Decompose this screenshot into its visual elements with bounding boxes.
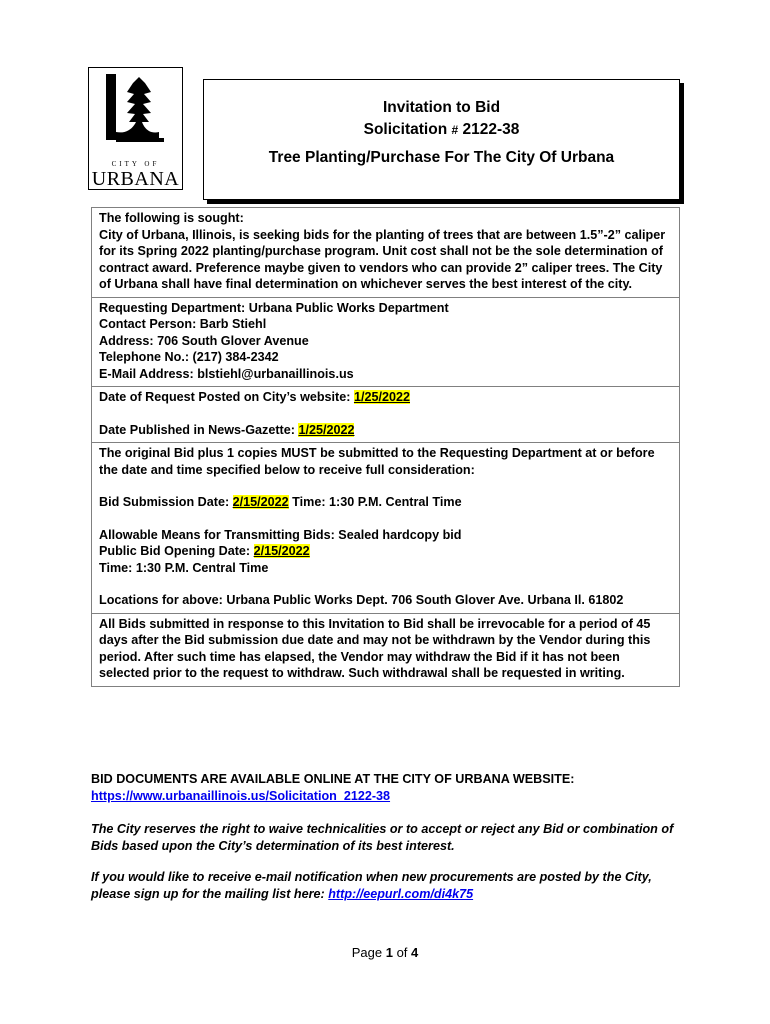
bid-date-value: 2/15/2022 xyxy=(232,495,289,509)
contact-address: Address: 706 South Glover Avenue xyxy=(99,333,309,348)
leaf-icon xyxy=(89,68,181,158)
bid-time: Time: 1:30 P.M. Central Time xyxy=(288,495,462,509)
table-row xyxy=(92,297,680,387)
current-page: 1 xyxy=(385,945,393,960)
sought-cell xyxy=(92,208,680,298)
table-row xyxy=(92,387,680,443)
bid-submission-line xyxy=(99,494,672,511)
sought-body: City of Urbana, Illinois, is seeking bids for the planting of trees that are between 1.5”-2” caliper for its Spring 2022 planting/purchase program. Unit cost shall not be the sole determination of contract award. Preference maybe given to vendors who can provide 2” caliper trees. The City of Urbana shall have final determination on whichever serves the best interest of the city. xyxy=(99,227,666,291)
contact-telephone: Telephone No.: (217) 384-2342 xyxy=(99,350,279,364)
posted-date-value: 1/25/2022 xyxy=(353,390,410,404)
opening-date-value: 2/15/2022 xyxy=(253,544,310,558)
contact-cell xyxy=(92,297,680,387)
documents-section xyxy=(91,771,683,805)
table-row xyxy=(92,443,680,614)
opening-date-line xyxy=(99,543,672,560)
submission-cell xyxy=(92,443,680,614)
solicitation-number: 2122-38 xyxy=(462,121,520,138)
total-pages: 4 xyxy=(411,945,419,960)
solicitation-line xyxy=(204,121,679,139)
page-word: Page xyxy=(351,945,386,960)
bid-details-table xyxy=(91,207,680,687)
opening-date-label: Public Bid Opening Date: xyxy=(99,544,254,558)
mailing-text: If you would like to receive e-mail notification when new procurements are posted by the City, please sign up for the mailing list here: xyxy=(91,870,652,901)
reserves-notice: The City reserves the right to waive technicalities or to accept or reject any Bid or combination of Bids based upon the City’s determination of its best interest. xyxy=(91,822,674,853)
submission-location: Locations for above: Urbana Public Works Dept. 706 South Glover Ave. Urbana Il. 61802 xyxy=(99,593,624,607)
opening-time: Time: 1:30 P.M. Central Time xyxy=(99,560,269,575)
logo-name: URBANA xyxy=(91,168,180,190)
mailing-list-link[interactable]: http://eepurl.com/di4k75 xyxy=(328,887,474,901)
requesting-department: Requesting Department: Urbana Public Works Department xyxy=(99,300,449,315)
published-date-label: Date Published in News-Gazette: xyxy=(99,422,299,437)
logo-caption: CITY OF xyxy=(111,160,160,168)
contact-person: Contact Person: Barb Stiehl xyxy=(99,317,267,331)
solicitation-hash: # xyxy=(451,123,459,137)
solicitation-link[interactable]: https://www.urbanaillinois.us/Solicitation_2122-38 xyxy=(91,789,391,803)
published-date-value: 1/25/2022 xyxy=(298,422,355,437)
bid-date-label: Bid Submission Date: xyxy=(99,495,233,509)
table-row xyxy=(92,208,680,298)
dates-cell xyxy=(92,387,680,443)
page-title: Invitation to Bid xyxy=(382,99,501,116)
posted-date-label: Date of Request Posted on City’s website: xyxy=(99,390,354,404)
irrevocable-text: All Bids submitted in response to this Invitation to Bid shall be irrevocable for a period of 45 days after the Bid submission due date and may not be withdrawn by the Vendor during this period. After such time has elapsed, the Vendor may withdraw the Bid if it has not been selected prior to the request to withdraw. Such withdrawal shall be requested in writing. xyxy=(99,616,651,680)
title-box xyxy=(203,79,680,200)
sought-heading: The following is sought: xyxy=(99,211,244,225)
contact-email: E-Mail Address: blstiehl@urbanaillinois.us xyxy=(99,366,354,381)
original-bid-text: The original Bid plus 1 copies MUST be submitted to the Requesting Department at or before the date and time specified below to receive full consideration: xyxy=(99,446,655,477)
city-logo xyxy=(88,67,183,190)
mailing-notice xyxy=(91,869,683,903)
table-row xyxy=(92,613,680,686)
posted-date-line xyxy=(99,389,672,406)
irrevocable-cell xyxy=(92,613,680,686)
published-date-line xyxy=(99,422,672,439)
of-word: of xyxy=(392,945,412,960)
solicitation-label: Solicitation xyxy=(363,121,448,138)
transmission-means: Allowable Means for Transmitting Bids: Sealed hardcopy bid xyxy=(99,527,462,542)
page-footer xyxy=(0,945,770,960)
bid-subject: Tree Planting/Purchase For The City Of Urbana xyxy=(268,149,615,166)
documents-heading: BID DOCUMENTS ARE AVAILABLE ONLINE AT THE CITY OF URBANA WEBSITE: xyxy=(91,772,575,786)
